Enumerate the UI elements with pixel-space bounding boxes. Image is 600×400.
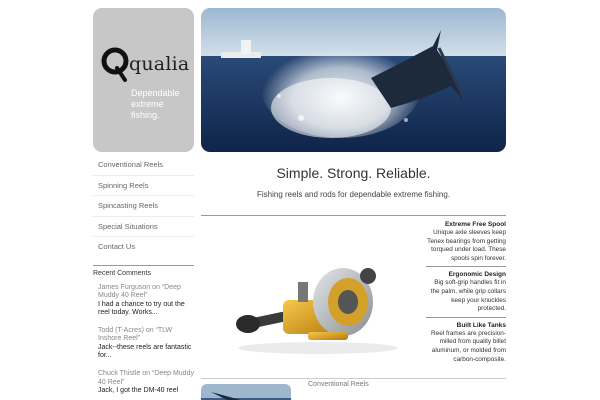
logo-panel[interactable] [93,8,194,152]
comment-excerpt[interactable]: Jack--these reels are fantastic for... [98,343,192,360]
feature-description: Unique axle sleeves keep Tenex bearings from getting torqued under load. These spools spin forever. [427,229,506,262]
logo-icon [101,44,131,82]
feature-title: Extreme Free Spool [444,221,506,228]
nav-special-situations[interactable]: Special Situations [93,217,194,238]
feature-title: Built Like Tanks [456,321,506,329]
nav-spincasting-reels[interactable]: Spincasting Reels [93,196,194,217]
sidebar-nav [93,155,194,258]
feature-description: Reel frames are precision-milled from quality billet aluminum, or molded from carbon-composite. [431,329,506,363]
nav-conventional-reels[interactable]: Conventional Reels [93,155,194,176]
comment-author-link[interactable]: Todd (T-Acres) on “TLW Inshore Reel” [98,327,173,343]
recent-comments-title: Recent Comments [93,270,151,277]
feature-item [426,270,506,317]
reel-product-image [228,262,403,357]
comment-item [98,327,196,360]
feature-item [426,321,506,367]
sidebar-divider [93,265,194,266]
comment-item [98,284,196,317]
page-subhead: Fishing reels and rods for dependable extreme fishing. [257,190,450,199]
hero-image [201,8,506,152]
logo-text: qualia [129,53,190,75]
main-divider [201,215,506,216]
post-thumbnail[interactable] [201,384,291,400]
comment-author-link[interactable]: James Furguson on “Deep Muddy 40 Reel” [98,284,181,300]
feature-title: Ergonomic Design [448,271,506,279]
comment-excerpt[interactable]: I had a chance to try out the reel today. Works... [98,300,185,316]
comment-author-link[interactable]: Chuck Thistle on “Deep Muddy 40 Reel” [98,370,194,386]
comment-excerpt[interactable]: Jack, I got the DM-40 reel [98,386,179,394]
bottom-divider [201,378,506,379]
post-category-link[interactable]: Conventional Reels [308,381,369,388]
tagline: Dependable extreme fishing. [131,88,180,120]
nav-spinning-reels[interactable]: Spinning Reels [93,176,194,197]
nav-contact-us[interactable]: Contact Us [98,242,136,252]
recent-comments-list [98,284,196,400]
comment-item [98,370,196,395]
feature-item [426,220,506,267]
feature-description: Big soft-grip handles fit in the palm, while grip collars keep your knuckles protected. [430,279,506,313]
feature-list [426,220,506,370]
page-headline: Simple. Strong. Reliable. [276,165,431,181]
